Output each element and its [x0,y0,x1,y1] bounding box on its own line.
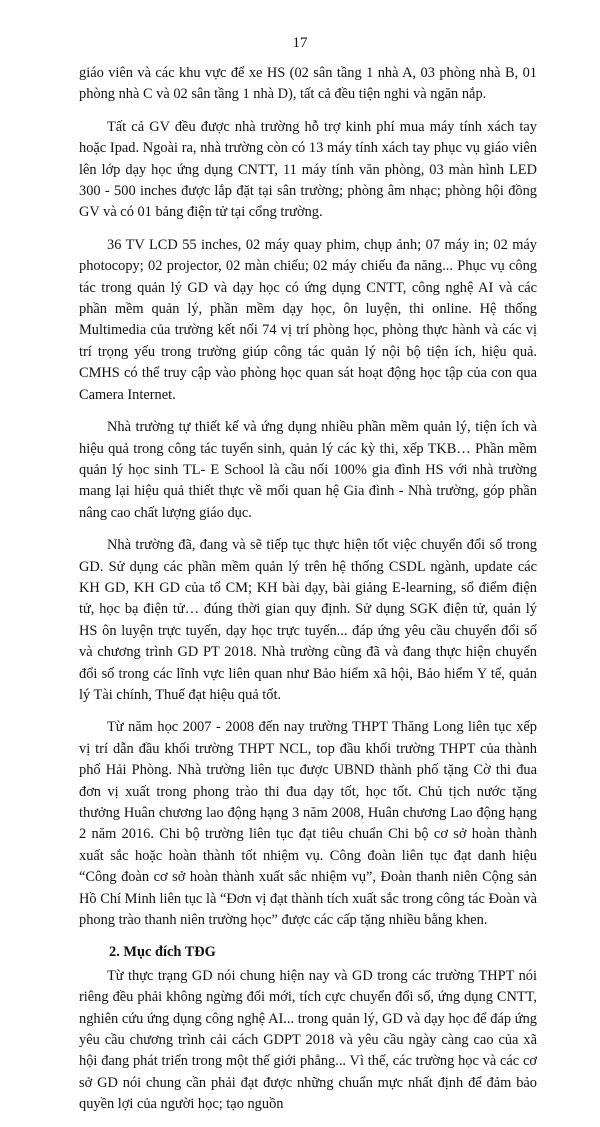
paragraph-equipment: 36 TV LCD 55 inches, 02 máy quay phim, chụp ảnh; 07 máy in; 02 máy photocopy; 02 projector, 02 màn chiếu; 02 máy chiếu đa năng... Phục vụ công tác trong quản lý GD và dạy học có ứng dụng CNTT, công nghệ AI và các phần mềm quản lý, phần mềm dạy học, ôn luyện, thi online. Hệ thống Multimedia của trường kết nối 74 vị trí phòng học, phòng thực hành và các vị trí trọng yếu trong trường giúp công tác quản lý nội bộ tiện ích, hiệu quả. CMHS có thể truy cập vào phòng học quan sát hoạt động học tập của con qua Camera Internet. [79,236,537,403]
paragraph-achievements: Từ năm học 2007 - 2008 đến nay trường THPT Thăng Long liên tục xếp vị trí dẫn đầu khối trường THPT NCL, top đầu khối trường THPT của thành phố Hải Phòng. Nhà trường liên tục được UBND thành phố tặng Cờ thi đua đơn vị xuất trong phong trào thi đua dạy tốt, học tốt. Chủ tịch nước tặng thưởng Huân chương lao động hạng 3 năm 2008, Huân chương Lao động hạng 2 năm 2016. Chi bộ trường liên tục đạt tiêu chuẩn Chi bộ cơ sở hoàn thành xuất sắc hoặc hoàn thành tốt nhiệm vụ. Công đoàn liên tục đạt danh hiệu “Công đoàn cơ sở hoàn thành xuất sắc nhiệm vụ”, Đoàn thanh niên Cộng sản Hồ Chí Minh liên tục là “Đơn vị đạt thành tích xuất sắc trong công tác Đoàn và phong trào thanh niên trường học” được các cấp tặng nhiều bằng khen. [79,719,537,929]
paragraph-purpose: Từ thực trạng GD nói chung hiện nay và GD trong các trường THPT nói riêng đều phải không ngừng đổi mới, tích cực chuyển đổi số, ứng dụng CNTT, nghiên cứu ứng dụng công nghệ AI... trong quản lý, GD và dạy học để đáp ứng yêu cầu chương trình cải cách GDPT 2018 và yêu cầu ngày càng cao của xã hội đang phát triển trong một thế giới phẳng... Vì thế, các trường học và các cơ sở GD nói chung cần phải đạt được những chuẩn mực nhất định để đảm bảo quyền lợi của người học; tạo nguồn [79,967,537,1113]
section-heading: 2. Mục đích TĐG [109,944,216,961]
paragraph-continuation: giáo viên và các khu vực để xe HS (02 sân tầng 1 nhà A, 03 phòng nhà B, 01 phòng nhà C và 02 sân tầng 1 nhà D), tất cả đều tiện nghi và ngăn nắp. [79,65,537,103]
paragraph-laptops: Tất cả GV đều được nhà trường hỗ trợ kinh phí mua máy tính xách tay hoặc Ipad. Ngoài ra, nhà trường còn có 13 máy tính xách tay phục vụ giáo viên lên lớp dạy học ứng dụng CNTT, 11 máy tính văn phòng, 03 màn hình LED 300 - 500 inches được lắp đặt tại sân trường; phòng âm nhạc; phòng hội đồng GV và có 01 bảng điện tử tại cổng trường. [79,118,537,221]
paragraph-digital-transformation: Nhà trường đã, đang và sẽ tiếp tục thực hiện tốt việc chuyển đổi số trong GD. Sử dụng các phần mềm quản lý trên hệ thống CSDL ngành, update các KH GD, KH GD của tổ CM; KH bài dạy, bài giảng E-learning, sổ điểm điện tử, học bạ điện tử… đúng thời gian quy định. Sử dụng SGK điện tử, quản lý HS ôn luyện trực tuyến, dạy học trực tuyến... đáp ứng yêu cầu chuyển đổi số và chương trình GD PT 2018. Nhà trường cũng đã và đang thực hiện chuyển đổi số trong các lĩnh vực liên quan như Bảo hiểm xã hội, Bảo hiểm Y tế, quản lý Tài chính, Thuế đạt hiệu quả tốt. [79,537,537,703]
paragraph-software: Nhà trường tự thiết kế và ứng dụng nhiều phần mềm quản lý, tiện ích và hiệu quả trong công tác tuyển sinh, quản lý các kỳ thi, xếp TKB… Phần mềm quản lý học sinh TL- E School là cầu nối 100% gia đình HS với nhà trường mang lại hiệu quả thiết thực về mối quan hệ Gia đình - Nhà trường, góp phần nâng cao chất lượng giáo dục. [79,419,537,521]
page-body [79,63,537,1127]
page-number: 17 [292,35,308,51]
